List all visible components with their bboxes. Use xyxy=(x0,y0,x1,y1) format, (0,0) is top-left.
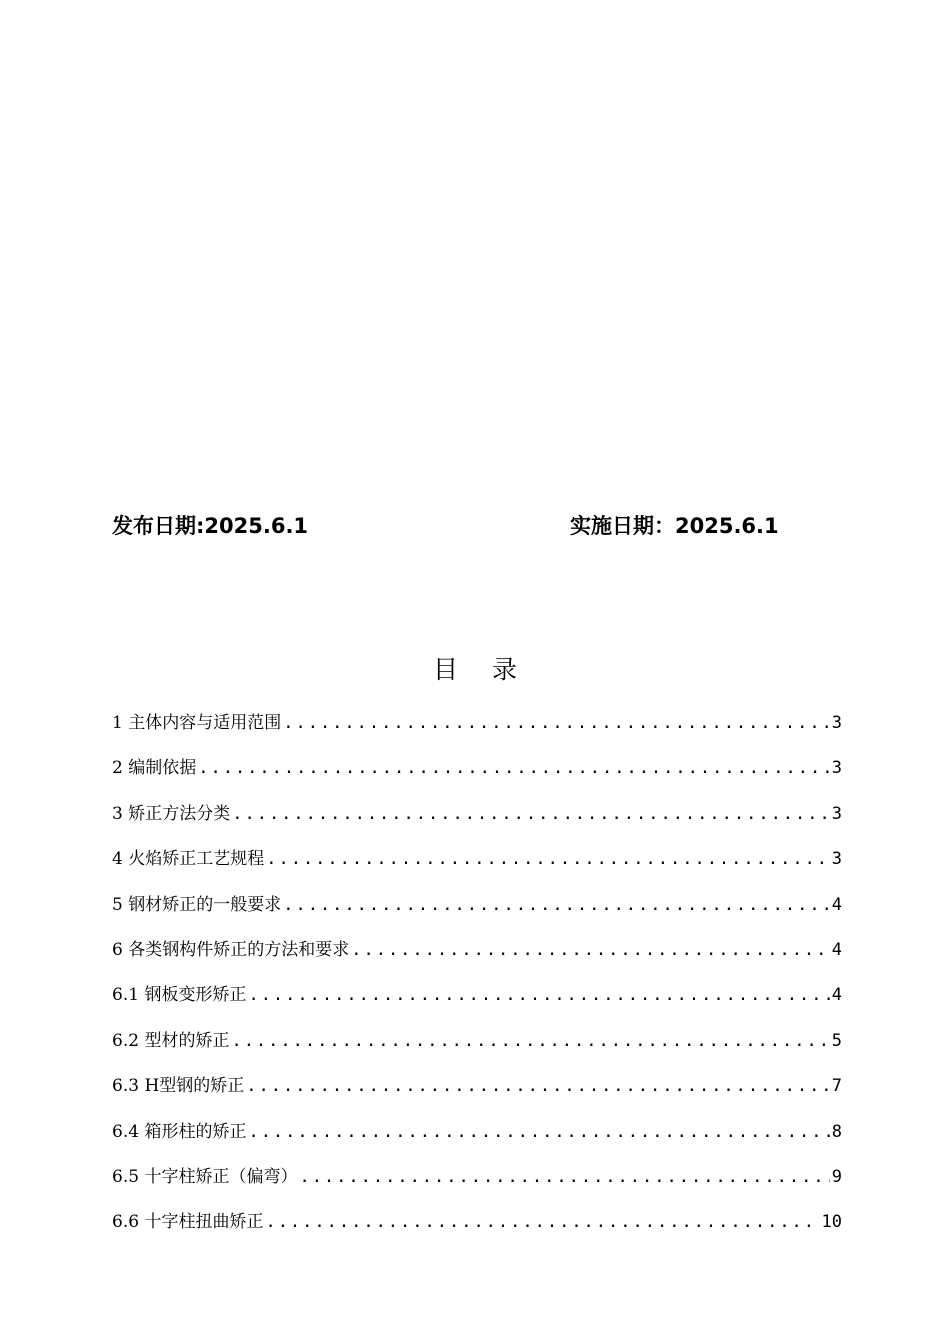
effective-date xyxy=(570,510,779,540)
toc-item-page: 7 xyxy=(831,1076,842,1097)
publish-date-label: 发布日期: xyxy=(112,514,205,538)
toc-item[interactable] xyxy=(112,800,842,845)
effective-date-value: 2025.6.1 xyxy=(675,514,779,538)
toc-item[interactable] xyxy=(112,1208,842,1253)
toc-leader-dots xyxy=(246,1072,829,1100)
toc-title: 目录 xyxy=(432,655,551,684)
toc-item-text: 6.1 钢板变形矫正 xyxy=(112,985,247,1006)
toc-item-text: 2 编制依据 xyxy=(112,758,197,779)
toc-item-page: 5 xyxy=(831,1030,842,1051)
toc-item[interactable] xyxy=(112,845,842,890)
toc-item[interactable] xyxy=(112,1163,842,1208)
toc-leader-dots xyxy=(266,845,830,873)
toc-item-page: 8 xyxy=(831,1121,842,1142)
toc-item-text: 6.5 十字柱矫正（偏弯） xyxy=(112,1166,298,1187)
toc-item-text: 1 主体内容与适用范围 xyxy=(112,713,282,733)
toc-leader-dots xyxy=(231,1027,829,1055)
publish-date-value: 2025.6.1 xyxy=(204,514,309,538)
toc-item-text: 5 钢材矫正的一般要求 xyxy=(112,894,282,915)
toc-item-page: 3 xyxy=(831,803,842,824)
toc-item[interactable] xyxy=(112,981,842,1026)
toc-item-page: 3 xyxy=(831,849,842,870)
toc-item-text: 4 火焰矫正工艺规程 xyxy=(112,849,265,870)
toc-leader-dots xyxy=(265,1208,819,1236)
toc-item[interactable] xyxy=(112,1118,842,1163)
toc-item-page: 3 xyxy=(831,713,842,733)
toc-leader-dots xyxy=(351,936,830,964)
toc-item-page: 4 xyxy=(831,985,842,1006)
toc-item-text: 6.4 箱形柱的矫正 xyxy=(112,1121,247,1142)
toc-item-text: 3 矫正方法分类 xyxy=(112,803,231,824)
toc-item[interactable] xyxy=(112,1072,842,1117)
toc-leader-dots xyxy=(299,1163,829,1191)
toc-leader-dots xyxy=(232,800,830,828)
toc-item-page: 3 xyxy=(831,758,842,779)
publish-date xyxy=(112,510,308,540)
date-row xyxy=(112,510,812,544)
toc-item-page: 4 xyxy=(831,894,842,915)
toc-item[interactable] xyxy=(112,754,842,799)
toc-leader-dots xyxy=(198,754,830,782)
toc-item-page: 4 xyxy=(831,939,842,960)
toc-leader-dots xyxy=(283,709,830,737)
toc-item[interactable] xyxy=(112,936,842,981)
toc-item[interactable] xyxy=(112,891,842,936)
toc-item-page: 9 xyxy=(831,1166,842,1187)
toc-item-text: 6 各类钢构件矫正的方法和要求 xyxy=(112,939,350,960)
toc-item[interactable] xyxy=(112,709,842,754)
toc-item[interactable] xyxy=(112,1027,842,1072)
toc-item-text: 6.3 H型钢的矫正 xyxy=(112,1076,245,1097)
toc-item-text: 6.2 型材的矫正 xyxy=(112,1030,230,1051)
effective-date-label: 实施日期： xyxy=(570,514,675,538)
toc-leader-dots xyxy=(283,891,830,919)
toc-leader-dots xyxy=(248,1118,829,1146)
toc-item-page: 10 xyxy=(821,1212,842,1233)
toc-leader-dots xyxy=(248,981,829,1009)
table-of-contents xyxy=(112,709,842,1254)
toc-item-text: 6.6 十字柱扭曲矫正 xyxy=(112,1212,264,1233)
